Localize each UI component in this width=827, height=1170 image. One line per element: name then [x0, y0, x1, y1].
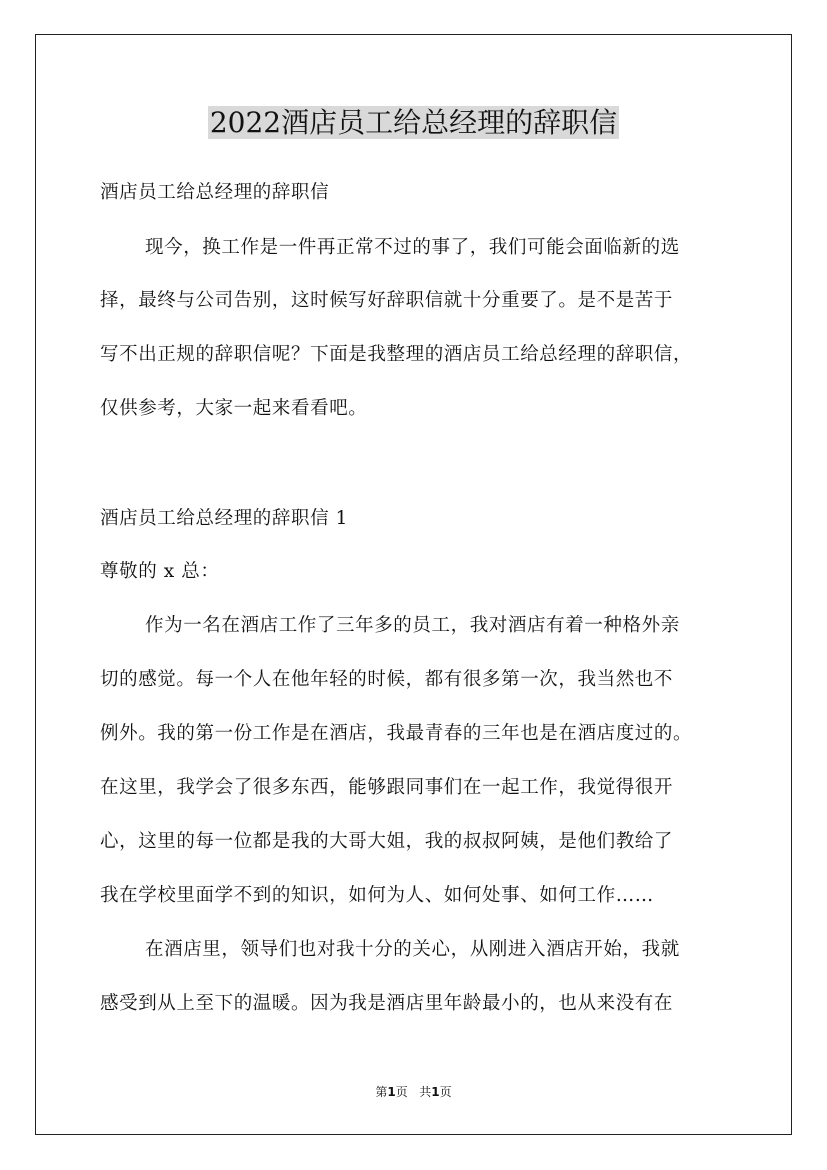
body-line: 切的感觉。每一个人在他年轻的时候，都有很多第一次，我当然也不	[100, 669, 674, 690]
body-line: 我在学校里面学不到的知识，如何为人、如何处事、如何工作……	[100, 885, 654, 906]
body-line: 例外。我的第一份工作是在酒店，我最青春的三年也是在酒店度过的。	[100, 723, 693, 744]
footer-page-prefix: 第	[375, 1085, 388, 1099]
footer-total-suffix: 页	[439, 1085, 452, 1099]
document-title-text: 2022酒店员工给总经理的辞职信	[209, 106, 618, 139]
document-subtitle: 酒店员工给总经理的辞职信	[100, 182, 330, 203]
intro-line: 现今，换工作是一件再正常不过的事了，我们可能会面临新的选	[145, 237, 680, 258]
footer-total-pages: 1	[431, 1085, 440, 1099]
page-footer	[0, 1084, 827, 1100]
footer-total-prefix: 共	[419, 1085, 432, 1099]
body-line: 在这里，我学会了很多东西，能够跟同事们在一起工作，我觉得很开	[100, 777, 674, 798]
section-title: 酒店员工给总经理的辞职信 1	[100, 508, 349, 529]
footer-page-number: 1	[387, 1085, 396, 1099]
document-title	[0, 103, 827, 143]
body-line: 感受到从上至下的温暖。因为我是酒店里年龄最小的，也从来没有在	[100, 993, 674, 1014]
intro-line: 择，最终与公司告别，这时候写好辞职信就十分重要了。是不是苦于	[100, 290, 674, 311]
body-line: 心，这里的每一位都是我的大哥大姐，我的叔叔阿姨，是他们教给了	[100, 831, 674, 852]
body-line: 在酒店里，领导们也对我十分的关心，从刚进入酒店开始，我就	[145, 939, 680, 960]
body-line: 作为一名在酒店工作了三年多的员工，我对酒店有着一种格外亲	[145, 615, 680, 636]
intro-line: 仅供参考，大家一起来看看吧。	[100, 398, 368, 419]
intro-line: 写不出正规的辞职信呢？下面是我整理的酒店员工给总经理的辞职信，	[100, 344, 693, 365]
footer-page-suffix: 页	[395, 1085, 408, 1099]
salutation: 尊敬的 x 总：	[100, 561, 220, 582]
